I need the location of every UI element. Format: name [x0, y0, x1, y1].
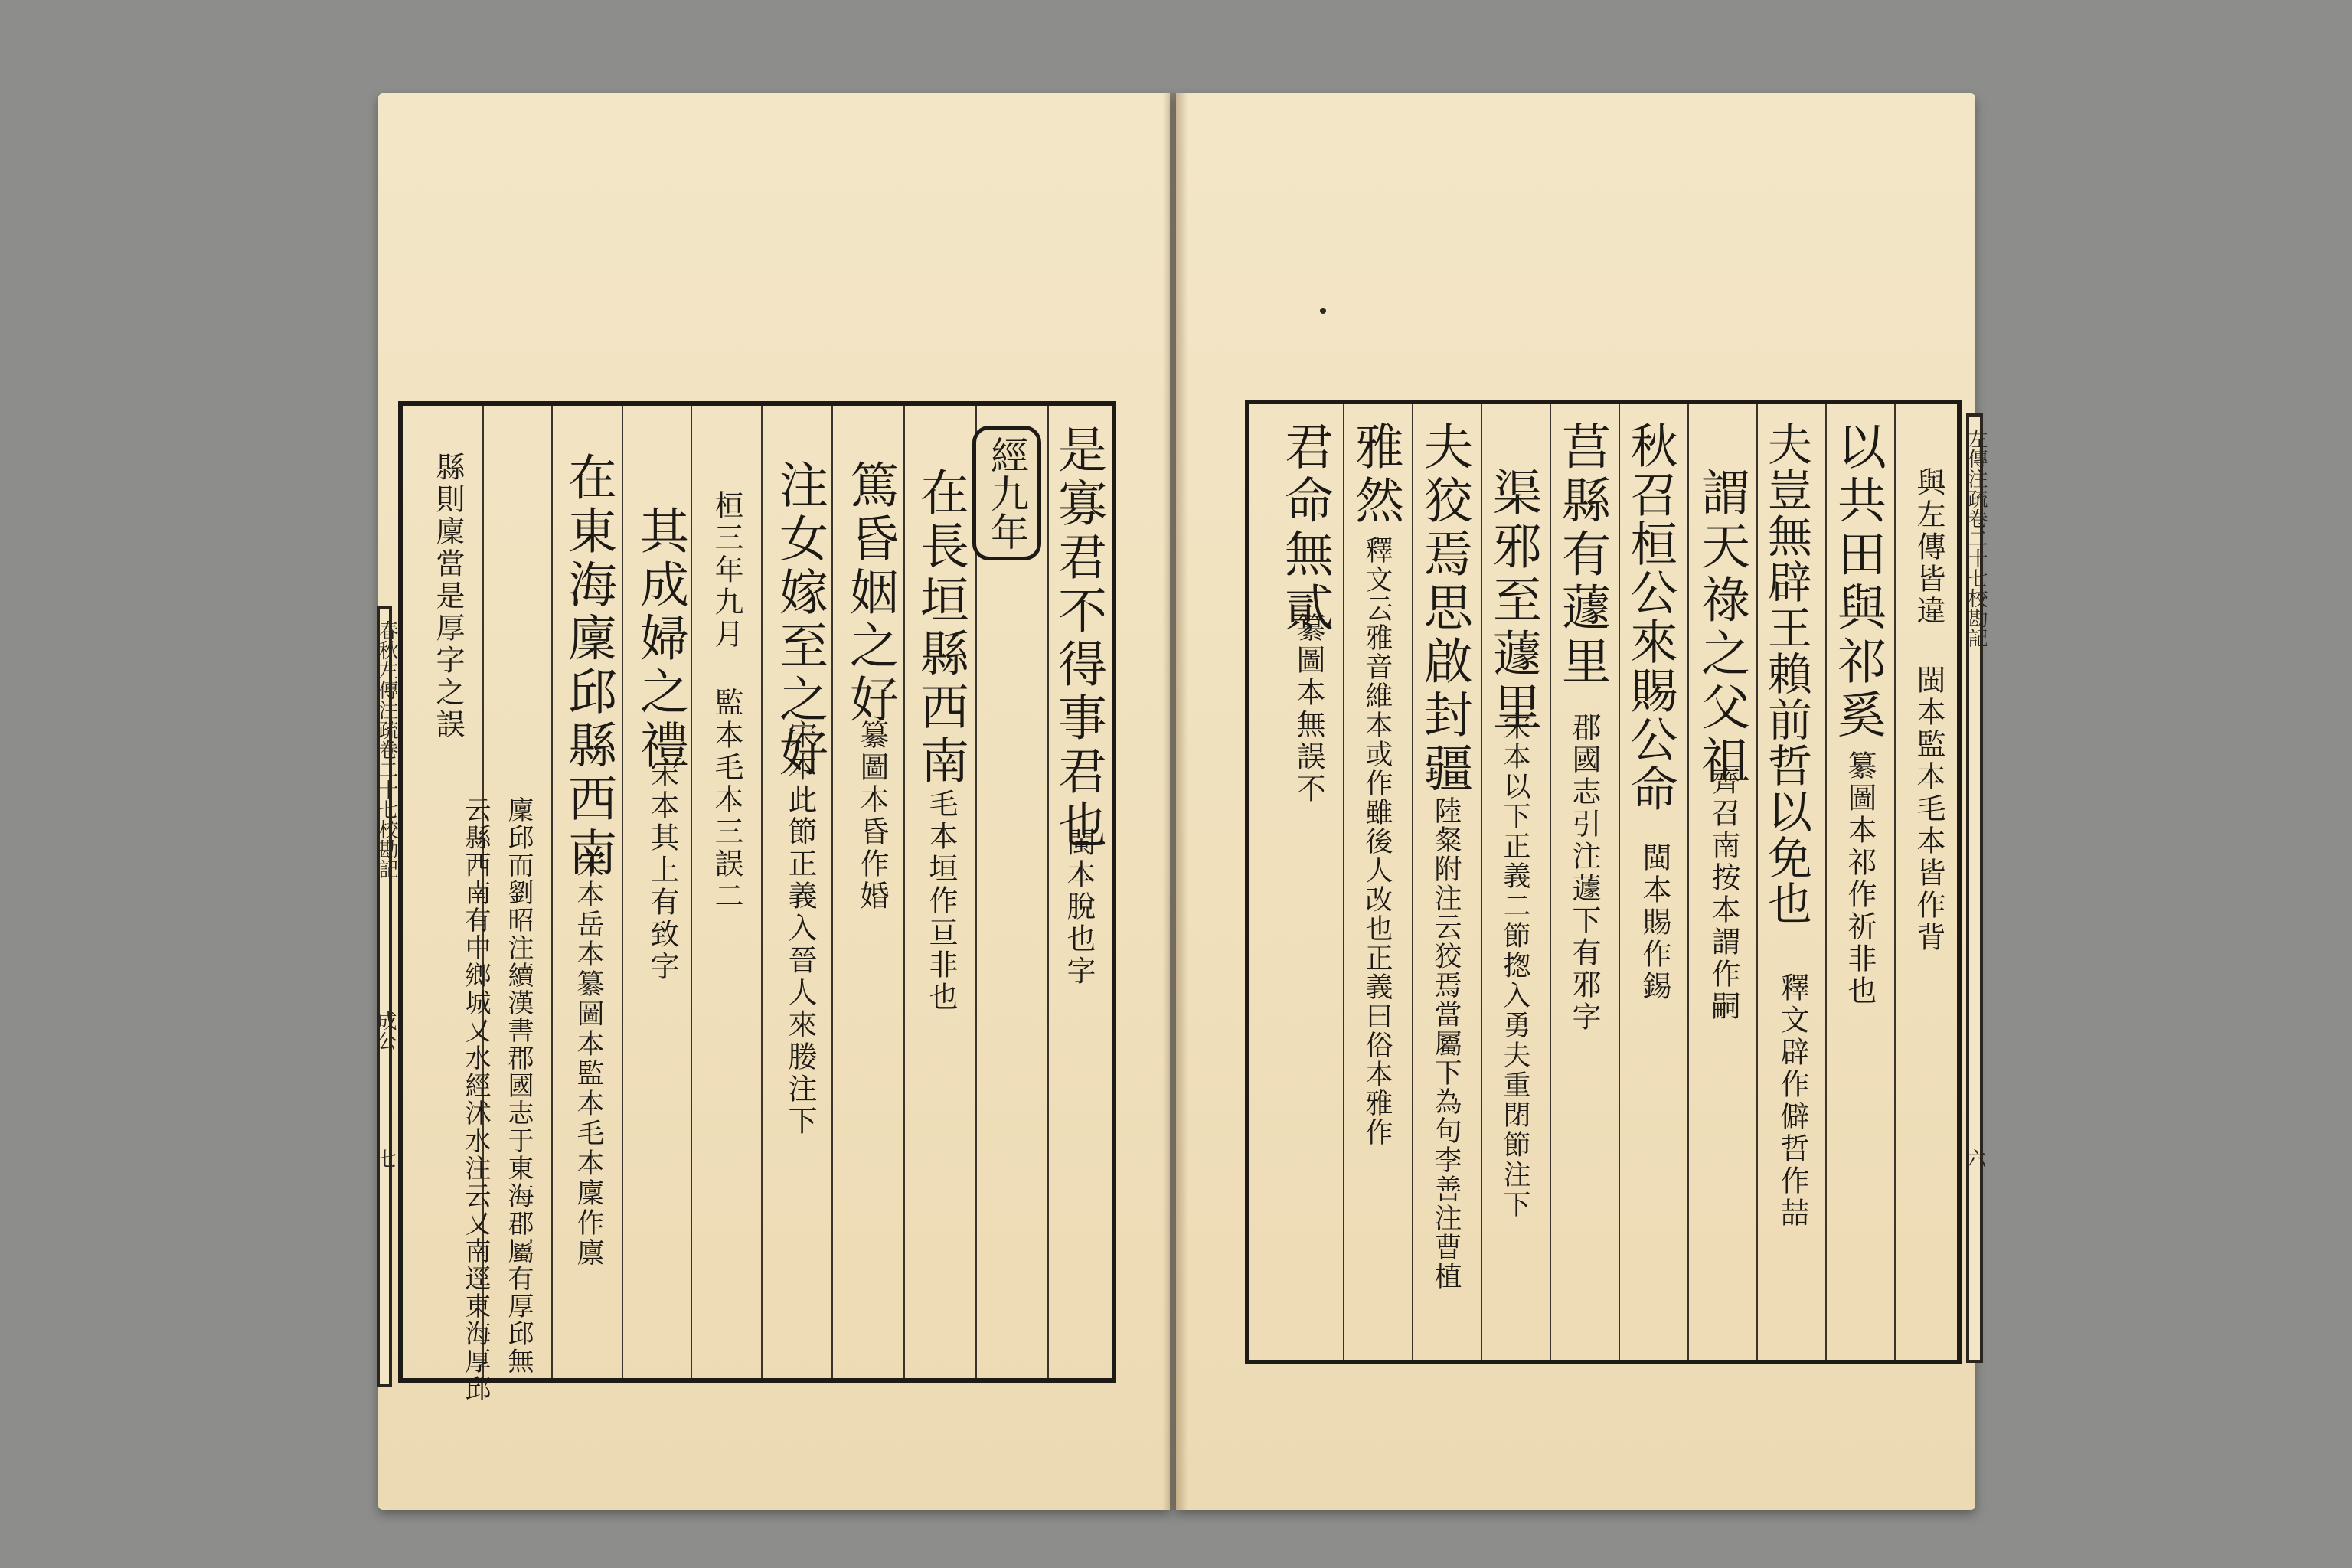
annotation-text: 廩邱而劉昭注續漢書郡國志于東海郡屬有厚邱無	[503, 796, 534, 1375]
annotation-text: 毛本垣作亘非也	[924, 789, 958, 1014]
column-rule	[1756, 404, 1758, 1360]
column-rule	[551, 406, 553, 1378]
section-stamp	[972, 426, 1041, 560]
annotation-text: 宋本以下正義二節揔入勇夫重閉節注下	[1499, 712, 1530, 1220]
annotation-text: 宋本岳本纂圖本監本毛本廩作廪	[573, 850, 604, 1268]
annotation-text: 宋本此節正義入晉人來媵注下	[783, 720, 817, 1138]
annotation-text: 纂圖本昏作婚	[855, 720, 889, 913]
chapter-label: 成公	[374, 1011, 397, 1050]
annotation-text: 云縣西南有中鄉城又水經沭水注云又南逕東海厚邱	[460, 796, 491, 1403]
main-text: 以共田與祁奚	[1829, 421, 1886, 743]
main-text: 謂天祿之父祖	[1693, 467, 1749, 789]
main-text: 雅然	[1347, 421, 1403, 528]
column-rule	[1894, 404, 1896, 1360]
column-rule	[1687, 404, 1689, 1360]
annotation-text: 宋本其上有致字	[645, 758, 679, 983]
column-rule	[1481, 404, 1482, 1360]
column-rule	[761, 406, 763, 1378]
column-rule	[622, 406, 623, 1378]
page-number: 六	[1963, 1148, 1986, 1168]
annotation-text: 釋文辟作僻哲作喆	[1775, 972, 1809, 1230]
annotation-text: 纂圖本無誤不	[1292, 612, 1325, 805]
column-rule	[831, 406, 833, 1378]
book-title-label: 春秋左傳注疏卷二十七校勘記	[375, 620, 398, 879]
main-text: 渠邪至蘧里	[1485, 467, 1541, 735]
column-rule	[1047, 406, 1049, 1378]
annotation-text: 釋文云雅音維本或作雖後人改也正義曰俗本雅作	[1361, 536, 1393, 1147]
main-text: 在長垣縣西南	[912, 467, 969, 789]
main-text: 篤昏姻之好	[841, 459, 898, 727]
column-rule	[1343, 404, 1344, 1360]
column-rule	[1619, 404, 1620, 1360]
annotation-text: 縣則廩當是厚字之誤	[431, 452, 465, 741]
main-text: 秋召桓公來賜公命	[1622, 421, 1678, 813]
annotation-text: 與左傳皆違 閩本監本毛本皆作背	[1912, 467, 1945, 954]
column-rule	[1825, 404, 1827, 1360]
column-rule	[691, 406, 692, 1378]
main-text: 是寡君不得事君也	[1050, 424, 1106, 853]
column-rule	[1550, 404, 1551, 1360]
section-stamp-text: 經九年	[985, 436, 1029, 550]
main-text: 在東海廩邱縣西南	[560, 452, 616, 880]
ink-speck	[1320, 308, 1326, 314]
main-text: 其成婦之禮	[632, 505, 688, 773]
main-text: 注女嫁至之好	[771, 459, 828, 781]
annotation-text: 閩本賜作錫	[1638, 842, 1671, 1003]
main-text: 夫狡焉思啟封疆	[1416, 421, 1472, 796]
annotation-text: 閩本脫也字	[1062, 827, 1096, 988]
column-rule	[903, 406, 905, 1378]
annotation-text: 齊召南按本謂作嗣	[1707, 766, 1740, 1023]
page-number: 七	[374, 1148, 397, 1168]
main-text: 夫豈無辟王賴前哲以免也	[1760, 421, 1812, 926]
annotation-text: 桓三年九月 監本毛本三誤二	[710, 490, 743, 913]
main-text: 君命無貳	[1276, 421, 1333, 635]
annotation-text: 陸粲附注云狡焉當屬下為句李善注曹植	[1430, 796, 1462, 1291]
book-title-label: 左傳注疏卷二十七校勘記	[1965, 429, 1988, 648]
column-rule	[1412, 404, 1413, 1360]
book-gutter	[1162, 93, 1188, 1510]
annotation-text: 郡國志引注蘧下有邪字	[1567, 712, 1601, 1034]
main-text: 莒縣有蘧里	[1553, 421, 1610, 689]
annotation-text: 纂圖本祁作祈非也	[1843, 750, 1877, 1008]
